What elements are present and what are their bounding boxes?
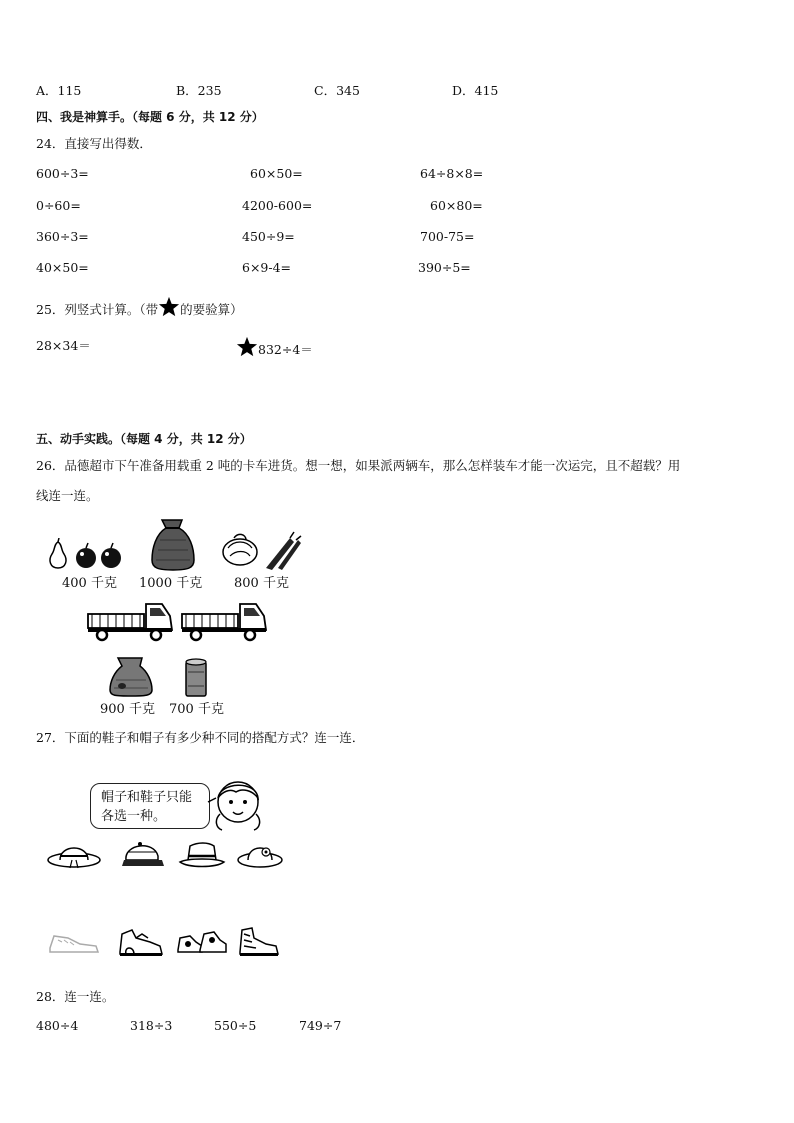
q24-stem: 24．直接写出得数． bbox=[36, 136, 152, 151]
hat-icon bbox=[46, 840, 102, 870]
q25-stem-after: 的要验算） bbox=[180, 302, 243, 317]
boot-icon bbox=[116, 924, 166, 958]
option-b: B．235 bbox=[176, 83, 222, 98]
cap-icon bbox=[120, 838, 166, 870]
q28-item: 550÷5 bbox=[214, 1018, 257, 1033]
q24-cell: 360÷3= bbox=[36, 229, 89, 244]
q28-stem: 28．连一连。 bbox=[36, 989, 115, 1004]
sack-icon bbox=[148, 518, 198, 572]
q25-item-1: 28×34＝ bbox=[36, 338, 91, 353]
shoes-icon bbox=[176, 926, 228, 956]
q28-item: 749÷7 bbox=[299, 1018, 342, 1033]
option-d: D．415 bbox=[452, 83, 499, 98]
fedora-icon bbox=[178, 840, 226, 870]
q25-stem bbox=[36, 296, 243, 318]
q27-stem: 27．下面的鞋子和帽子有多少种不同的搭配方式？连一连． bbox=[36, 730, 365, 745]
q24-cell: 4200-600= bbox=[242, 198, 313, 213]
q25-item-2 bbox=[236, 336, 313, 358]
fruit-icon bbox=[46, 538, 124, 570]
q24-cell: 600÷3= bbox=[36, 166, 89, 181]
weight-label: 1000 千克 bbox=[139, 576, 203, 591]
weight-label: 700 千克 bbox=[169, 702, 224, 717]
q24-cell: 60×80= bbox=[430, 198, 483, 213]
q24-cell: 40×50= bbox=[36, 260, 89, 275]
q24-cell: 6×9-4= bbox=[242, 260, 292, 275]
truck-icon bbox=[86, 600, 174, 642]
q24-cell: 60×50= bbox=[250, 166, 303, 181]
q24-cell: 0÷60= bbox=[36, 198, 81, 213]
star-icon bbox=[236, 336, 258, 358]
grain-bag-icon bbox=[108, 656, 154, 698]
high-top-sneaker-icon bbox=[236, 924, 280, 958]
truck-icon bbox=[180, 600, 268, 642]
section-4-title: 四、我是神算手。（每题 6 分，共 12 分） bbox=[36, 110, 264, 124]
girl-icon bbox=[206, 774, 266, 834]
sneaker-icon bbox=[46, 928, 100, 956]
weight-label: 800 千克 bbox=[234, 576, 289, 591]
sunhat-icon bbox=[236, 838, 284, 870]
q28-item: 318÷3 bbox=[130, 1018, 173, 1033]
q26-line-1: 26．品德超市下午准备用载重 2 吨的卡车进货。想一想，如果派两辆车，那么怎样装车才能一次运完，且不超载？用 bbox=[36, 458, 681, 473]
weight-label: 900 千克 bbox=[100, 702, 155, 717]
weight-label: 400 千克 bbox=[62, 576, 117, 591]
section-5-title: 五、动手实践。（每题 4 分，共 12 分） bbox=[36, 432, 252, 446]
q24-cell: 700-75= bbox=[420, 229, 475, 244]
q24-cell: 64÷8×8= bbox=[420, 166, 484, 181]
q25-item-2-text: 832÷4＝ bbox=[258, 342, 313, 357]
option-c: C．345 bbox=[314, 83, 360, 98]
option-a: A．115 bbox=[36, 83, 82, 98]
q24-cell: 450÷9= bbox=[242, 229, 295, 244]
speech-bubble bbox=[90, 783, 210, 829]
star-icon bbox=[158, 296, 180, 318]
q25-stem-before: 25．列竖式计算。（带 bbox=[36, 302, 159, 317]
bubble-line-2: 各选一种。 bbox=[101, 809, 167, 824]
q28-item: 480÷4 bbox=[36, 1018, 79, 1033]
can-icon bbox=[184, 658, 208, 698]
q26-line-2: 线连一连。 bbox=[36, 488, 99, 503]
q24-cell: 390÷5= bbox=[418, 260, 471, 275]
vegetables-icon bbox=[220, 530, 302, 570]
bubble-line-1: 帽子和鞋子只能 bbox=[101, 790, 193, 805]
